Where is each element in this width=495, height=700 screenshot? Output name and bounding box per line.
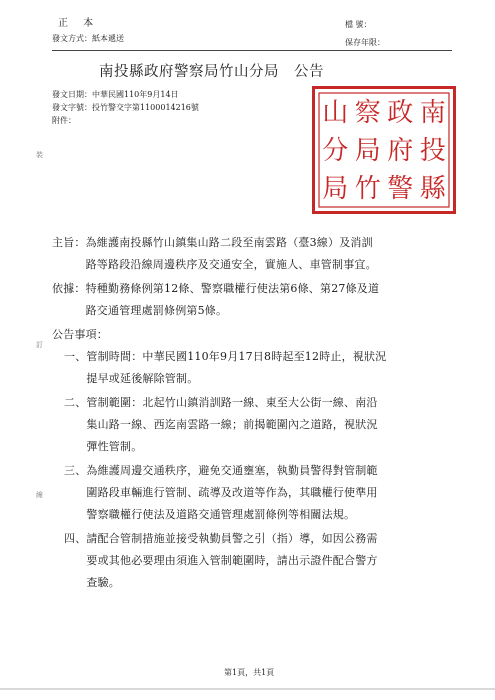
header-rule <box>52 50 452 51</box>
basis-line: 路交通管理處罰條例第5條。 <box>52 304 228 317</box>
seal-glyph: 政 <box>387 98 414 128</box>
seal-glyph: 局 <box>322 174 349 204</box>
copy-label: 正 本 <box>58 18 100 29</box>
document-number: 發文字號：投竹警交字第1100014216號 <box>52 103 199 112</box>
item-line: 四、請配合管制措施並接受執勤員警之引（指）導，如因公務需 <box>64 532 378 545</box>
subject-line: 主旨：為維護南投縣竹山鎮集山路二段至南雲路（臺3線）及消訓 <box>52 236 373 249</box>
seal-glyph: 府 <box>387 136 414 166</box>
item-line: 二、管制範圍：北起竹山鎮消訓路一線、東至大公街一線、南沿 <box>64 396 378 409</box>
item-line: 集山路一線、西迄南雲路一線；前揭範圍內之道路，視狀況 <box>64 418 378 431</box>
item-4 <box>64 528 378 594</box>
seal-glyph: 投 <box>419 136 446 166</box>
seal-glyph: 察 <box>354 98 381 128</box>
item-line: 警察職權行使法及道路交通管理處罰條例等相關法規。 <box>64 508 356 521</box>
issue-date: 發文日期：中華民國110年9月14日 <box>52 90 179 99</box>
subject-line: 路等路段沿線周邊秩序及交通安全，實施人、車管制事宜。 <box>52 258 377 271</box>
basis-line: 依據：特種勤務條例第12條、警察職權行使法第6條、第27條及道 <box>52 282 380 295</box>
binding-mark: 裝 <box>36 151 43 159</box>
announce-label: 公告事項： <box>52 328 108 341</box>
seal-glyph: 縣 <box>419 174 446 204</box>
seal-glyph: 南 <box>419 98 446 128</box>
seal-glyph: 竹 <box>354 174 381 204</box>
binding-mark: 線 <box>36 491 43 499</box>
delivery-method: 發文方式：紙本遞送 <box>52 34 124 43</box>
item-line: 提早或延後解除管制。 <box>64 372 199 385</box>
file-number-label: 檔 號： <box>345 20 372 29</box>
seal-glyph: 警 <box>387 174 414 204</box>
basis-block <box>52 278 379 322</box>
item-3 <box>64 460 378 526</box>
attachment-label: 附件： <box>52 116 76 125</box>
item-line: 要或其他必要理由須進入管制範圍時，請出示證件配合警方 <box>64 554 378 567</box>
retention-label: 保存年限： <box>345 38 385 47</box>
item-2 <box>64 392 378 458</box>
item-line: 彈性管制。 <box>64 440 143 453</box>
item-1 <box>64 346 386 390</box>
scan-edge <box>0 688 495 690</box>
seal-glyph: 局 <box>354 136 381 166</box>
subject-block <box>52 232 377 276</box>
seal-glyph: 分 <box>322 136 349 166</box>
item-line: 查驗。 <box>64 576 120 589</box>
document-title: 南投縣政府警察局竹山分局 公告 <box>99 64 324 80</box>
item-line: 圍路段車輛進行管制、疏導及改道等作為，其職權行使準用 <box>64 486 378 499</box>
item-line: 一、管制時間：中華民國110年9月17日8時起至12時止，視狀況 <box>64 350 387 363</box>
item-line: 三、為維護周邊交通秩序，避免交通壅塞，執勤員警得對管制範 <box>64 464 378 477</box>
seal-glyph: 山 <box>322 98 349 128</box>
page-footer: 第1頁，共1頁 <box>224 668 275 677</box>
binding-mark: 訂 <box>36 341 43 349</box>
official-seal <box>312 86 456 214</box>
seal-icon <box>315 89 453 211</box>
